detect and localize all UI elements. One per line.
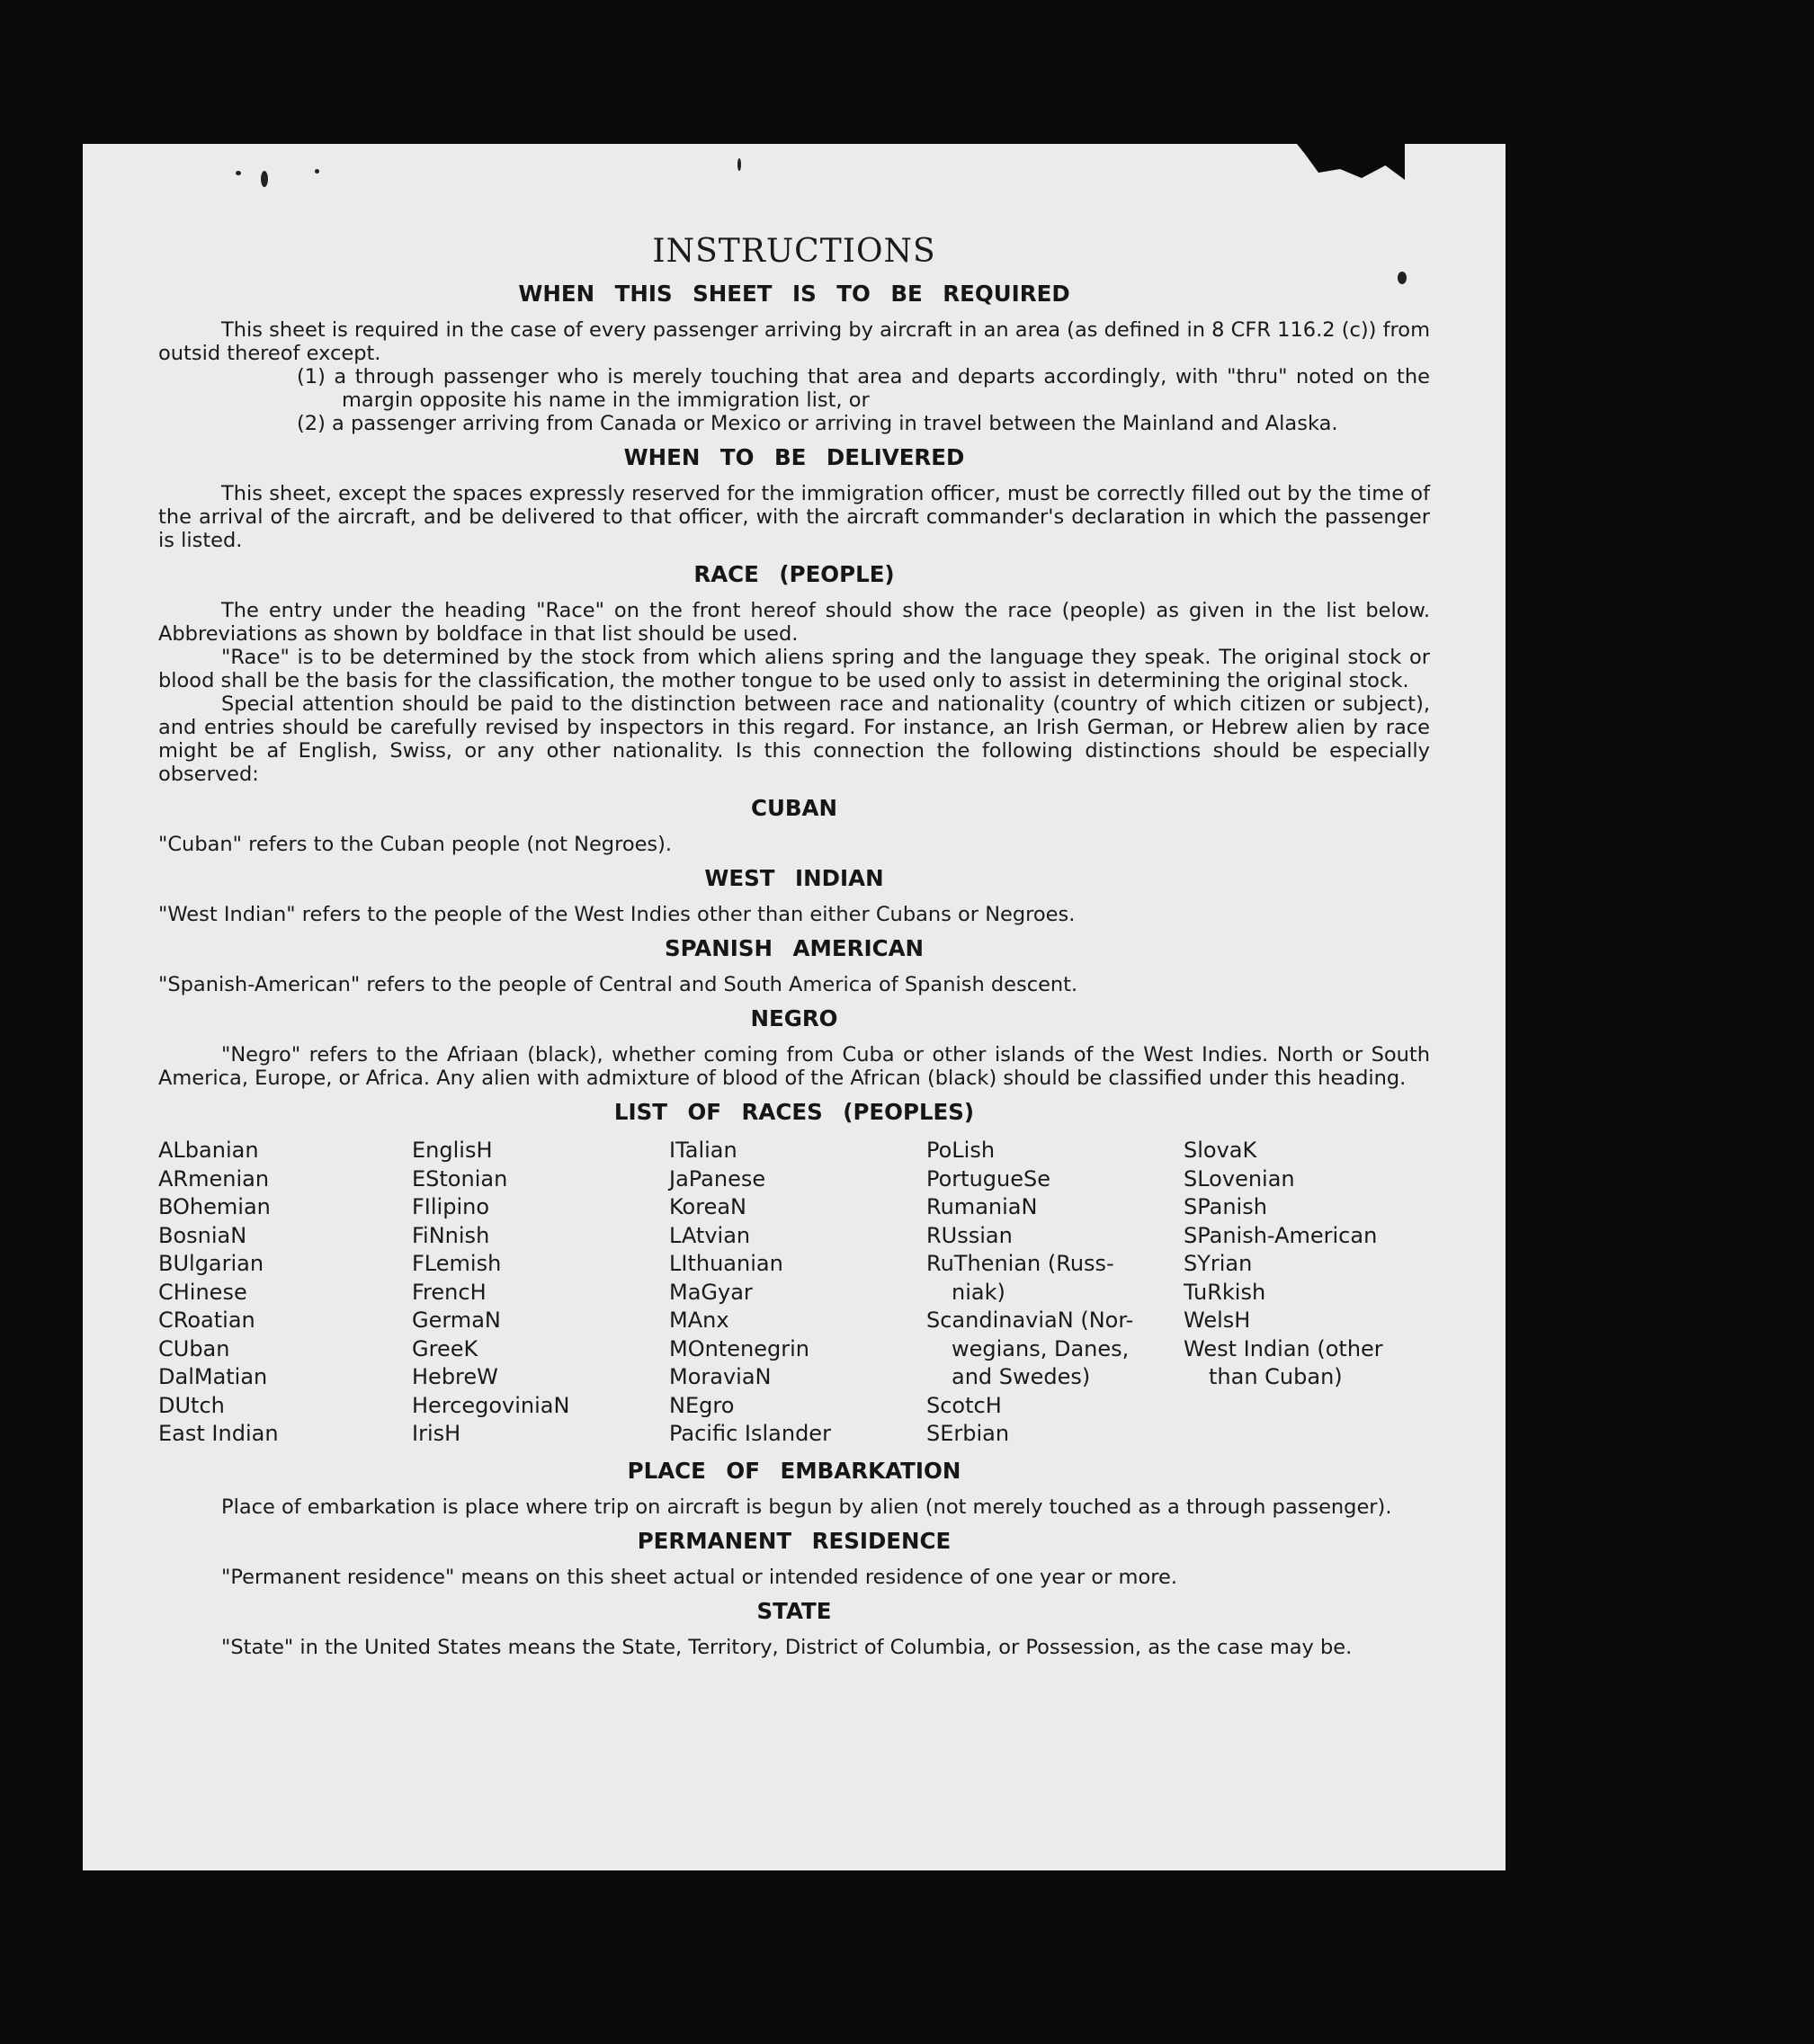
- race-item: HercegoviniaN: [412, 1392, 570, 1418]
- races-column-4: [926, 1137, 1184, 1449]
- heading-delivered: WHEN TO BE DELIVERED: [623, 444, 965, 470]
- heading-residence: PERMANENT RESIDENCE: [637, 1527, 952, 1554]
- speck: [737, 158, 741, 171]
- race-item: LIthuanian: [669, 1251, 783, 1276]
- race-item: CHinese: [158, 1279, 247, 1305]
- race-item: SLovenian: [1184, 1165, 1295, 1192]
- race-item: SErbian: [926, 1421, 1010, 1446]
- race-item: ScandinaviaN (Nor-: [926, 1308, 1134, 1333]
- race-item: PoLish: [926, 1138, 996, 1163]
- race-item: MoraviaN: [669, 1364, 772, 1389]
- paragraph-negro: "Negro" refers to the Afriaan (black), whether coming from Cuba or other islands of the West Indies. North or South America, Europe, or Africa. Any alien with admixture of blood of the African (black) should be classified under this heading.: [158, 1043, 1430, 1090]
- speck: [1398, 272, 1407, 284]
- races-list: [158, 1137, 1430, 1449]
- race-item: SPanish: [1184, 1194, 1267, 1219]
- race-item: RuThenian (Russ-: [926, 1251, 1114, 1276]
- race-item: GreeK: [412, 1335, 478, 1361]
- race-item: DUtch: [158, 1392, 225, 1418]
- speck: [261, 171, 268, 187]
- race-item-continuation: niak): [952, 1279, 1005, 1305]
- race-item: KoreaN: [669, 1194, 746, 1219]
- race-item: FrencH: [412, 1279, 487, 1305]
- torn-corner: [1297, 144, 1405, 180]
- instruction-sheet: [83, 144, 1506, 1870]
- paragraph-cuban: "Cuban" refers to the Cuban people (not Negroes).: [158, 833, 673, 856]
- race-item: FiNnish: [412, 1222, 490, 1248]
- paragraph-race-2: "Race" is to be determined by the stock from which aliens spring and the language they speak. The original stock or blood shall be the basis for the classification, the mother tongue to be used only to assist in determining the original stock.: [158, 646, 1430, 692]
- race-item: IrisH: [412, 1421, 461, 1446]
- paragraph-state: "State" in the United States means the State, Territory, District of Columbia, or Possession, as the case may be.: [221, 1635, 1353, 1659]
- race-item: PortugueSe: [926, 1165, 1050, 1192]
- heading-cuban: CUBAN: [750, 795, 837, 821]
- heading-required: WHEN THIS SHEET IS TO BE REQUIRED: [518, 281, 1070, 307]
- paragraph-delivered: This sheet, except the spaces expressly reserved for the immigration officer, must be correctly filled out by the time of the arrival of the aircraft, and be delivered to that officer, with the aircraft commander's declaration in which the passenger is listed.: [158, 482, 1430, 552]
- race-item: East Indian: [158, 1421, 279, 1446]
- race-item-continuation: and Swedes): [952, 1364, 1091, 1389]
- heading-negro: NEGRO: [750, 1005, 838, 1031]
- race-item: MAnx: [669, 1308, 729, 1333]
- race-item: SYrian: [1184, 1251, 1253, 1276]
- races-column-3: [669, 1137, 926, 1449]
- race-item: GermaN: [412, 1308, 501, 1333]
- race-item: ARmenian: [158, 1165, 270, 1192]
- races-column-2: [412, 1137, 669, 1449]
- race-item: ALbanian: [158, 1138, 259, 1163]
- exception-item-2: (2) a passenger arriving from Canada or Mexico or arriving in travel between the Mainland and Alaska.: [297, 412, 1338, 435]
- race-item: HebreW: [412, 1364, 498, 1389]
- races-column-1: [158, 1137, 412, 1449]
- race-item: BUlgarian: [158, 1251, 264, 1276]
- race-item: LAtvian: [669, 1222, 751, 1248]
- race-item: West Indian (other: [1184, 1335, 1383, 1361]
- speck: [315, 169, 319, 174]
- race-item-continuation: wegians, Danes,: [952, 1335, 1130, 1361]
- heading-state: STATE: [756, 1597, 832, 1624]
- race-item: FIlipino: [412, 1194, 490, 1219]
- race-item: BosniaN: [158, 1222, 247, 1248]
- paragraph-race-1: The entry under the heading "Race" on the front hereof should show the race (people) as given in the list below. Abbreviations as shown by boldface in that list should be used.: [158, 599, 1430, 646]
- paragraph-embarkation: Place of embarkation is place where trip on aircraft is begun by alien (not merely touched as a through passenger).: [221, 1495, 1392, 1519]
- paragraph-required: This sheet is required in the case of every passenger arriving by aircraft in an area (as defined in 8 CFR 116.2 (c)) from outsid thereof except.: [158, 318, 1430, 365]
- heading-embarkation: PLACE OF EMBARKATION: [627, 1457, 961, 1484]
- race-item: TuRkish: [1184, 1279, 1266, 1305]
- race-item: MaGyar: [669, 1279, 753, 1305]
- paragraph-west-indian: "West Indian" refers to the people of the West Indies other than either Cubans or Negroes.: [158, 903, 1076, 926]
- race-item: DalMatian: [158, 1364, 268, 1389]
- page-title: INSTRUCTIONS: [652, 233, 936, 270]
- race-item: ScotcH: [926, 1392, 1002, 1418]
- race-item: SPanish-American: [1184, 1222, 1378, 1248]
- race-item: MOntenegrin: [669, 1335, 809, 1361]
- race-item: WelsH: [1184, 1308, 1251, 1333]
- paragraph-residence: "Permanent residence" means on this sheet actual or intended residence of one year or more.: [221, 1565, 1177, 1589]
- race-item: EStonian: [412, 1165, 508, 1192]
- race-item: SlovaK: [1184, 1138, 1257, 1163]
- race-item: FLemish: [412, 1251, 502, 1276]
- race-item: CUban: [158, 1335, 230, 1361]
- exception-item-1: (1) a through passenger who is merely touching that area and departs accordingly, with "thru" noted on the margin opposite his name in the immigration list, or: [297, 365, 1430, 412]
- race-item-continuation: than Cuban): [1209, 1364, 1343, 1389]
- race-item: RumaniaN: [926, 1194, 1038, 1219]
- heading-west-indian: WEST INDIAN: [704, 865, 884, 891]
- speck: [236, 171, 241, 175]
- race-item: NEgro: [669, 1392, 735, 1418]
- race-item: ITalian: [669, 1138, 737, 1163]
- race-item: CRoatian: [158, 1308, 255, 1333]
- race-item: RUssian: [926, 1222, 1013, 1248]
- races-column-5: [1184, 1137, 1417, 1449]
- paragraph-spanish-american: "Spanish-American" refers to the people of Central and South America of Spanish descent.: [158, 973, 1078, 996]
- race-item: EnglisH: [412, 1138, 493, 1163]
- paragraph-race-3: Special attention should be paid to the distinction between race and nationality (country of which citizen or subject), and entries should be carefully revised by inspectors in this regard. For instance, an Irish German, or Hebrew alien by race might be af English, Swiss, or any other nationality. Is this connection the following distinctions should be especially observed:: [158, 692, 1430, 786]
- race-item: BOhemian: [158, 1194, 271, 1219]
- heading-races-list: LIST OF RACES (PEOPLES): [613, 1099, 975, 1125]
- heading-race: RACE (PEOPLE): [693, 561, 895, 587]
- race-item: Pacific Islander: [669, 1421, 831, 1446]
- heading-spanish-american: SPANISH AMERICAN: [664, 935, 925, 961]
- race-item: JaPanese: [669, 1165, 766, 1192]
